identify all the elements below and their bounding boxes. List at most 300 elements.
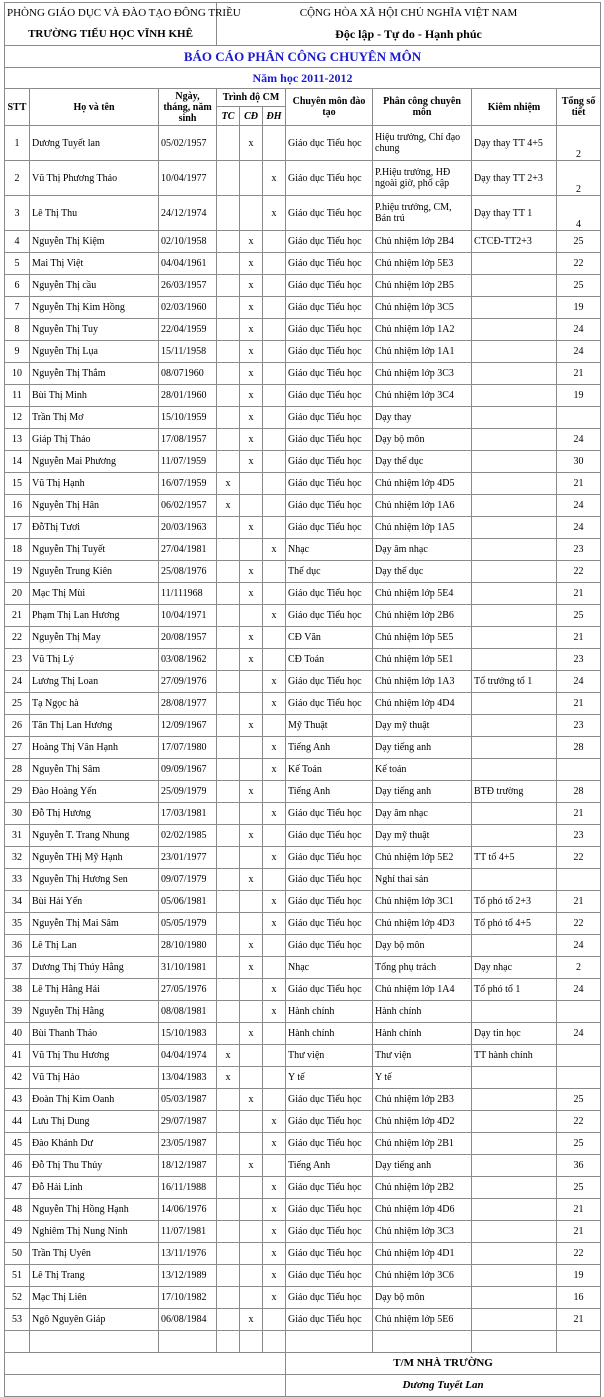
cell-total: 21 xyxy=(557,1309,601,1331)
col-dh: ĐH xyxy=(263,107,286,126)
cell-major: Thể dục xyxy=(286,561,373,583)
cell-tc xyxy=(217,561,240,583)
cell-tc xyxy=(217,297,240,319)
cell-total: 24 xyxy=(557,319,601,341)
cell-dh xyxy=(263,825,286,847)
cell-dh xyxy=(263,473,286,495)
cell-tc xyxy=(217,1199,240,1221)
cell-extra: TT hành chính xyxy=(472,1045,557,1067)
cell-major: Giáo dục Tiểu học xyxy=(286,869,373,891)
school-name: TRƯỜNG TIỂU HỌC VĨNH KHÊ xyxy=(5,24,217,46)
cell-tc xyxy=(217,231,240,253)
table-row xyxy=(5,693,601,715)
cell-dh: x xyxy=(263,605,286,627)
cell-extra: Tổ phó tổ 4+5 xyxy=(472,913,557,935)
cell-total xyxy=(557,1067,601,1089)
cell-dh: x xyxy=(263,161,286,196)
cell-major: Y tế xyxy=(286,1067,373,1089)
cell-extra xyxy=(472,715,557,737)
cell-dh: x xyxy=(263,759,286,781)
cell-name: Vũ Thị Hảo xyxy=(30,1067,159,1089)
cell-name: Tạ Ngọc hà xyxy=(30,693,159,715)
cell-cd: x xyxy=(240,253,263,275)
cell-dh xyxy=(263,319,286,341)
cell-name: Nguyễn Thị Hân xyxy=(30,495,159,517)
cell-assignment: Dạy âm nhạc xyxy=(373,539,472,561)
empty-cell xyxy=(217,1331,240,1353)
table-row xyxy=(5,1045,601,1067)
cell-assignment: Dạy thay xyxy=(373,407,472,429)
cell-cd: x xyxy=(240,275,263,297)
cell-dh xyxy=(263,1089,286,1111)
cell-name: Nguyễn Thị Hồng Hạnh xyxy=(30,1199,159,1221)
cell-assignment: Nghỉ thai sản xyxy=(373,869,472,891)
cell-name: Vũ Thị Phương Thảo xyxy=(30,161,159,196)
cell-tc xyxy=(217,869,240,891)
cell-stt: 16 xyxy=(5,495,30,517)
cell-extra xyxy=(472,429,557,451)
col-cd: CĐ xyxy=(240,107,263,126)
cell-assignment: Dạy mỹ thuật xyxy=(373,825,472,847)
cell-dob: 28/10/1980 xyxy=(159,935,217,957)
cell-major: Giáo dục Tiểu học xyxy=(286,913,373,935)
cell-major: Giáo dục Tiểu học xyxy=(286,385,373,407)
cell-tc xyxy=(217,913,240,935)
cell-total: 25 xyxy=(557,605,601,627)
cell-dh xyxy=(263,495,286,517)
cell-assignment: Chủ nhiệm lớp 2B5 xyxy=(373,275,472,297)
cell-assignment: P.Hiệu trưởng, HĐ ngoài giờ, phổ cập xyxy=(373,161,472,196)
cell-assignment: Dạy tiếng anh xyxy=(373,1155,472,1177)
cell-major: Giáo dục Tiểu học xyxy=(286,341,373,363)
department-name: PHÒNG GIÁO DỤC VÀ ĐÀO TẠO ĐÔNG TRIỀU xyxy=(5,3,217,24)
table-row xyxy=(5,539,601,561)
cell-dh xyxy=(263,1023,286,1045)
cell-total: 25 xyxy=(557,275,601,297)
cell-major: Giáo dục Tiểu học xyxy=(286,1243,373,1265)
cell-tc xyxy=(217,737,240,759)
cell-total: 23 xyxy=(557,825,601,847)
cell-extra xyxy=(472,605,557,627)
cell-cd: x xyxy=(240,935,263,957)
table-row xyxy=(5,1287,601,1309)
cell-major: Giáo dục Tiểu học xyxy=(286,979,373,1001)
col-major: Chuyên môn đào tạo xyxy=(286,89,373,126)
cell-tc xyxy=(217,825,240,847)
cell-stt: 19 xyxy=(5,561,30,583)
cell-assignment: Chủ nhiệm lớp 3C6 xyxy=(373,1265,472,1287)
cell-dob: 13/11/1976 xyxy=(159,1243,217,1265)
cell-tc xyxy=(217,649,240,671)
cell-stt: 30 xyxy=(5,803,30,825)
cell-cd xyxy=(240,539,263,561)
cell-stt: 39 xyxy=(5,1001,30,1023)
cell-name: Nguyễn Thị Kiệm xyxy=(30,231,159,253)
report-table xyxy=(4,2,601,1397)
table-row xyxy=(5,1177,601,1199)
cell-cd xyxy=(240,759,263,781)
cell-dob: 25/09/1979 xyxy=(159,781,217,803)
cell-major: Giáo dục Tiểu học xyxy=(286,319,373,341)
cell-total xyxy=(557,1001,601,1023)
cell-dob: 12/09/1967 xyxy=(159,715,217,737)
cell-name: Mạc Thị Mùi xyxy=(30,583,159,605)
cell-major: Mỹ Thuật xyxy=(286,715,373,737)
cell-tc xyxy=(217,1265,240,1287)
cell-total: 24 xyxy=(557,979,601,1001)
cell-extra: Dạy nhạc xyxy=(472,957,557,979)
cell-dh xyxy=(263,253,286,275)
cell-dob: 24/12/1974 xyxy=(159,196,217,231)
cell-major: Tiếng Anh xyxy=(286,781,373,803)
cell-total: 24 xyxy=(557,935,601,957)
cell-name: Đào Hoàng Yến xyxy=(30,781,159,803)
cell-dob: 27/05/1976 xyxy=(159,979,217,1001)
cell-major: Giáo dục Tiểu học xyxy=(286,1265,373,1287)
cell-assignment: Chủ nhiệm lớp 4D5 xyxy=(373,473,472,495)
cell-name: Bùi Hải Yến xyxy=(30,891,159,913)
cell-tc xyxy=(217,1243,240,1265)
cell-major: CĐ Toán xyxy=(286,649,373,671)
col-extra: Kiêm nhiệm xyxy=(472,89,557,126)
cell-total: 22 xyxy=(557,847,601,869)
cell-total: 24 xyxy=(557,517,601,539)
empty-cell xyxy=(5,1375,286,1397)
cell-dh xyxy=(263,341,286,363)
cell-dh: x xyxy=(263,737,286,759)
cell-dob: 17/08/1957 xyxy=(159,429,217,451)
cell-dob: 11/07/1981 xyxy=(159,1221,217,1243)
table-row xyxy=(5,1001,601,1023)
cell-major: Giáo dục Tiểu học xyxy=(286,1111,373,1133)
cell-stt: 44 xyxy=(5,1111,30,1133)
cell-assignment: Dạy bộ môn xyxy=(373,429,472,451)
table-row xyxy=(5,1199,601,1221)
cell-total xyxy=(557,1045,601,1067)
cell-dh: x xyxy=(263,1265,286,1287)
cell-tc: x xyxy=(217,495,240,517)
cell-major: Giáo dục Tiểu học xyxy=(286,451,373,473)
cell-tc xyxy=(217,1155,240,1177)
cell-total: 22 xyxy=(557,561,601,583)
cell-dh: x xyxy=(263,671,286,693)
cell-tc xyxy=(217,253,240,275)
cell-dob: 17/07/1980 xyxy=(159,737,217,759)
cell-total: 22 xyxy=(557,1243,601,1265)
cell-assignment: Chủ nhiệm lớp 5E6 xyxy=(373,1309,472,1331)
cell-extra: Tổ phó tổ 1 xyxy=(472,979,557,1001)
cell-assignment: Chủ nhiệm lớp 4D6 xyxy=(373,1199,472,1221)
cell-extra xyxy=(472,759,557,781)
cell-stt: 10 xyxy=(5,363,30,385)
table-row xyxy=(5,737,601,759)
cell-total: 24 xyxy=(557,341,601,363)
cell-dob: 28/08/1977 xyxy=(159,693,217,715)
cell-assignment: Chủ nhiệm lớp 1A6 xyxy=(373,495,472,517)
cell-assignment: Dạy bộ môn xyxy=(373,1287,472,1309)
cell-assignment: Chủ nhiệm lớp 5E3 xyxy=(373,253,472,275)
cell-extra xyxy=(472,1067,557,1089)
table-row xyxy=(5,231,601,253)
cell-major: Giáo dục Tiểu học xyxy=(286,1199,373,1221)
table-row xyxy=(5,473,601,495)
cell-stt: 53 xyxy=(5,1309,30,1331)
table-row xyxy=(5,1221,601,1243)
cell-stt: 41 xyxy=(5,1045,30,1067)
cell-assignment: Chủ nhiệm lớp 1A4 xyxy=(373,979,472,1001)
cell-major: CĐ Văn xyxy=(286,627,373,649)
cell-stt: 21 xyxy=(5,605,30,627)
cell-cd: x xyxy=(240,583,263,605)
cell-stt: 46 xyxy=(5,1155,30,1177)
cell-stt: 49 xyxy=(5,1221,30,1243)
cell-dh xyxy=(263,715,286,737)
cell-extra xyxy=(472,539,557,561)
table-row xyxy=(5,1067,601,1089)
cell-assignment: Dạy tiếng anh xyxy=(373,737,472,759)
cell-tc: x xyxy=(217,1067,240,1089)
cell-tc xyxy=(217,407,240,429)
cell-tc xyxy=(217,671,240,693)
cell-dob: 17/10/1982 xyxy=(159,1287,217,1309)
cell-total: 22 xyxy=(557,913,601,935)
cell-stt: 9 xyxy=(5,341,30,363)
table-row xyxy=(5,913,601,935)
cell-assignment: Hành chính xyxy=(373,1001,472,1023)
cell-dob: 02/03/1960 xyxy=(159,297,217,319)
empty-cell xyxy=(557,1331,601,1353)
cell-stt: 4 xyxy=(5,231,30,253)
table-row xyxy=(5,196,601,231)
cell-major: Giáo dục Tiểu học xyxy=(286,671,373,693)
cell-dh xyxy=(263,1067,286,1089)
blank-row xyxy=(5,1331,601,1353)
cell-name: Tăn Thị Lan Hương xyxy=(30,715,159,737)
cell-dh xyxy=(263,363,286,385)
table-row xyxy=(5,979,601,1001)
cell-total: 25 xyxy=(557,1133,601,1155)
table-row xyxy=(5,803,601,825)
cell-extra xyxy=(472,935,557,957)
cell-major: Giáo dục Tiểu học xyxy=(286,935,373,957)
cell-tc xyxy=(217,126,240,161)
cell-major: Nhạc xyxy=(286,957,373,979)
cell-extra xyxy=(472,1199,557,1221)
cell-stt: 26 xyxy=(5,715,30,737)
cell-name: Nguyễn Thị Tuy xyxy=(30,319,159,341)
cell-total: 21 xyxy=(557,1199,601,1221)
col-total: Tổng số tiết xyxy=(557,89,601,126)
cell-major: Giáo dục Tiểu học xyxy=(286,517,373,539)
cell-dh xyxy=(263,781,286,803)
cell-extra xyxy=(472,693,557,715)
cell-cd: x xyxy=(240,649,263,671)
cell-dh xyxy=(263,385,286,407)
cell-assignment: Dạy âm nhạc xyxy=(373,803,472,825)
cell-total: 24 xyxy=(557,429,601,451)
cell-extra xyxy=(472,407,557,429)
cell-assignment: Kế toán xyxy=(373,759,472,781)
cell-dh xyxy=(263,126,286,161)
cell-total xyxy=(557,869,601,891)
col-assignment: Phân công chuyên môn xyxy=(373,89,472,126)
cell-tc xyxy=(217,1133,240,1155)
table-row xyxy=(5,891,601,913)
cell-assignment: Chủ nhiệm lớp 2B6 xyxy=(373,605,472,627)
cell-tc xyxy=(217,1177,240,1199)
cell-total: 21 xyxy=(557,627,601,649)
cell-stt: 31 xyxy=(5,825,30,847)
cell-dob: 05/06/1981 xyxy=(159,891,217,913)
cell-name: Vũ Thị Lý xyxy=(30,649,159,671)
cell-dob: 02/02/1985 xyxy=(159,825,217,847)
cell-stt: 40 xyxy=(5,1023,30,1045)
year-row xyxy=(5,68,601,89)
cell-dob: 15/10/1959 xyxy=(159,407,217,429)
cell-assignment: Y tế xyxy=(373,1067,472,1089)
cell-cd: x xyxy=(240,781,263,803)
cell-cd xyxy=(240,1287,263,1309)
cell-assignment: Dạy thể dục xyxy=(373,451,472,473)
cell-dh: x xyxy=(263,803,286,825)
cell-name: Nguyễn Thị Hương Sen xyxy=(30,869,159,891)
table-row xyxy=(5,825,601,847)
cell-name: Nguyễn Mai Phương xyxy=(30,451,159,473)
cell-dh xyxy=(263,517,286,539)
cell-tc xyxy=(217,429,240,451)
cell-dh: x xyxy=(263,196,286,231)
report-sheet xyxy=(4,2,600,1397)
cell-dob: 20/08/1957 xyxy=(159,627,217,649)
cell-tc xyxy=(217,1001,240,1023)
empty-cell xyxy=(472,1331,557,1353)
cell-name: Lê Thị Thu xyxy=(30,196,159,231)
cell-assignment: Thư viện xyxy=(373,1045,472,1067)
cell-dob: 16/07/1959 xyxy=(159,473,217,495)
table-row xyxy=(5,275,601,297)
cell-cd: x xyxy=(240,627,263,649)
cell-stt: 24 xyxy=(5,671,30,693)
cell-dh: x xyxy=(263,891,286,913)
cell-dob: 27/04/1981 xyxy=(159,539,217,561)
cell-tc xyxy=(217,196,240,231)
table-row xyxy=(5,363,601,385)
table-row xyxy=(5,869,601,891)
table-row xyxy=(5,495,601,517)
cell-extra: Dạy thay TT 2+3 xyxy=(472,161,557,196)
cell-name: Mạc Thị Liên xyxy=(30,1287,159,1309)
cell-assignment: Dạy thể dục xyxy=(373,561,472,583)
table-row xyxy=(5,671,601,693)
cell-assignment: Chủ nhiệm lớp 4D2 xyxy=(373,1111,472,1133)
cell-cd xyxy=(240,979,263,1001)
cell-total xyxy=(557,407,601,429)
cell-assignment: Chủ nhiệm lớp 1A2 xyxy=(373,319,472,341)
cell-major: Giáo dục Tiểu học xyxy=(286,803,373,825)
cell-stt: 27 xyxy=(5,737,30,759)
cell-cd: x xyxy=(240,407,263,429)
cell-stt: 14 xyxy=(5,451,30,473)
cell-major: Giáo dục Tiểu học xyxy=(286,825,373,847)
cell-extra xyxy=(472,1221,557,1243)
empty-cell xyxy=(30,1331,159,1353)
col-dob: Ngày, tháng, năm sinh xyxy=(159,89,217,126)
cell-stt: 37 xyxy=(5,957,30,979)
cell-cd: x xyxy=(240,1309,263,1331)
cell-dh xyxy=(263,957,286,979)
cell-assignment: Chủ nhiệm lớp 3C3 xyxy=(373,1221,472,1243)
cell-major: Giáo dục Tiểu học xyxy=(286,363,373,385)
cell-assignment: Chủ nhiệm lớp 2B3 xyxy=(373,1089,472,1111)
cell-cd xyxy=(240,671,263,693)
cell-extra xyxy=(472,1243,557,1265)
cell-total: 30 xyxy=(557,451,601,473)
empty-cell xyxy=(373,1331,472,1353)
cell-assignment: Dạy tiếng anh xyxy=(373,781,472,803)
cell-cd: x xyxy=(240,385,263,407)
cell-dh xyxy=(263,869,286,891)
cell-cd xyxy=(240,1199,263,1221)
cell-extra xyxy=(472,1001,557,1023)
cell-name: Lê Thị Hằng Hải xyxy=(30,979,159,1001)
cell-dob: 22/04/1959 xyxy=(159,319,217,341)
cell-stt: 12 xyxy=(5,407,30,429)
cell-extra: Dạy tin học xyxy=(472,1023,557,1045)
cell-total: 21 xyxy=(557,583,601,605)
header-row-2 xyxy=(5,24,601,46)
cell-extra xyxy=(472,627,557,649)
cell-dob: 27/09/1976 xyxy=(159,671,217,693)
cell-cd xyxy=(240,891,263,913)
cell-tc xyxy=(217,161,240,196)
cell-name: Nguyễn Thị Thắm xyxy=(30,363,159,385)
cell-assignment: Hành chính xyxy=(373,1023,472,1045)
cell-dob: 06/08/1984 xyxy=(159,1309,217,1331)
cell-major: Giáo dục Tiểu học xyxy=(286,605,373,627)
table-row xyxy=(5,126,601,161)
cell-tc xyxy=(217,1111,240,1133)
cell-major: Giáo dục Tiểu học xyxy=(286,693,373,715)
cell-major: Giáo dục Tiểu học xyxy=(286,495,373,517)
cell-stt: 22 xyxy=(5,627,30,649)
cell-dh xyxy=(263,1045,286,1067)
cell-total: 36 xyxy=(557,1155,601,1177)
cell-cd: x xyxy=(240,517,263,539)
cell-major: Giáo dục Tiểu học xyxy=(286,275,373,297)
cell-dh xyxy=(263,1309,286,1331)
report-title: BÁO CÁO PHÂN CÔNG CHUYÊN MÔN xyxy=(5,46,601,68)
cell-tc xyxy=(217,319,240,341)
cell-stt: 28 xyxy=(5,759,30,781)
cell-total: 16 xyxy=(557,1287,601,1309)
cell-name: Lê Thị Trang xyxy=(30,1265,159,1287)
cell-extra xyxy=(472,363,557,385)
cell-major: Giáo dục Tiểu học xyxy=(286,1309,373,1331)
cell-dh xyxy=(263,231,286,253)
table-row xyxy=(5,1089,601,1111)
table-row xyxy=(5,781,601,803)
cell-dob: 17/03/1981 xyxy=(159,803,217,825)
cell-cd xyxy=(240,1133,263,1155)
cell-major: Giáo dục Tiểu học xyxy=(286,1221,373,1243)
cell-stt: 6 xyxy=(5,275,30,297)
cell-stt: 23 xyxy=(5,649,30,671)
cell-extra xyxy=(472,1177,557,1199)
cell-cd: x xyxy=(240,429,263,451)
table-row xyxy=(5,957,601,979)
cell-extra xyxy=(472,869,557,891)
table-row xyxy=(5,759,601,781)
